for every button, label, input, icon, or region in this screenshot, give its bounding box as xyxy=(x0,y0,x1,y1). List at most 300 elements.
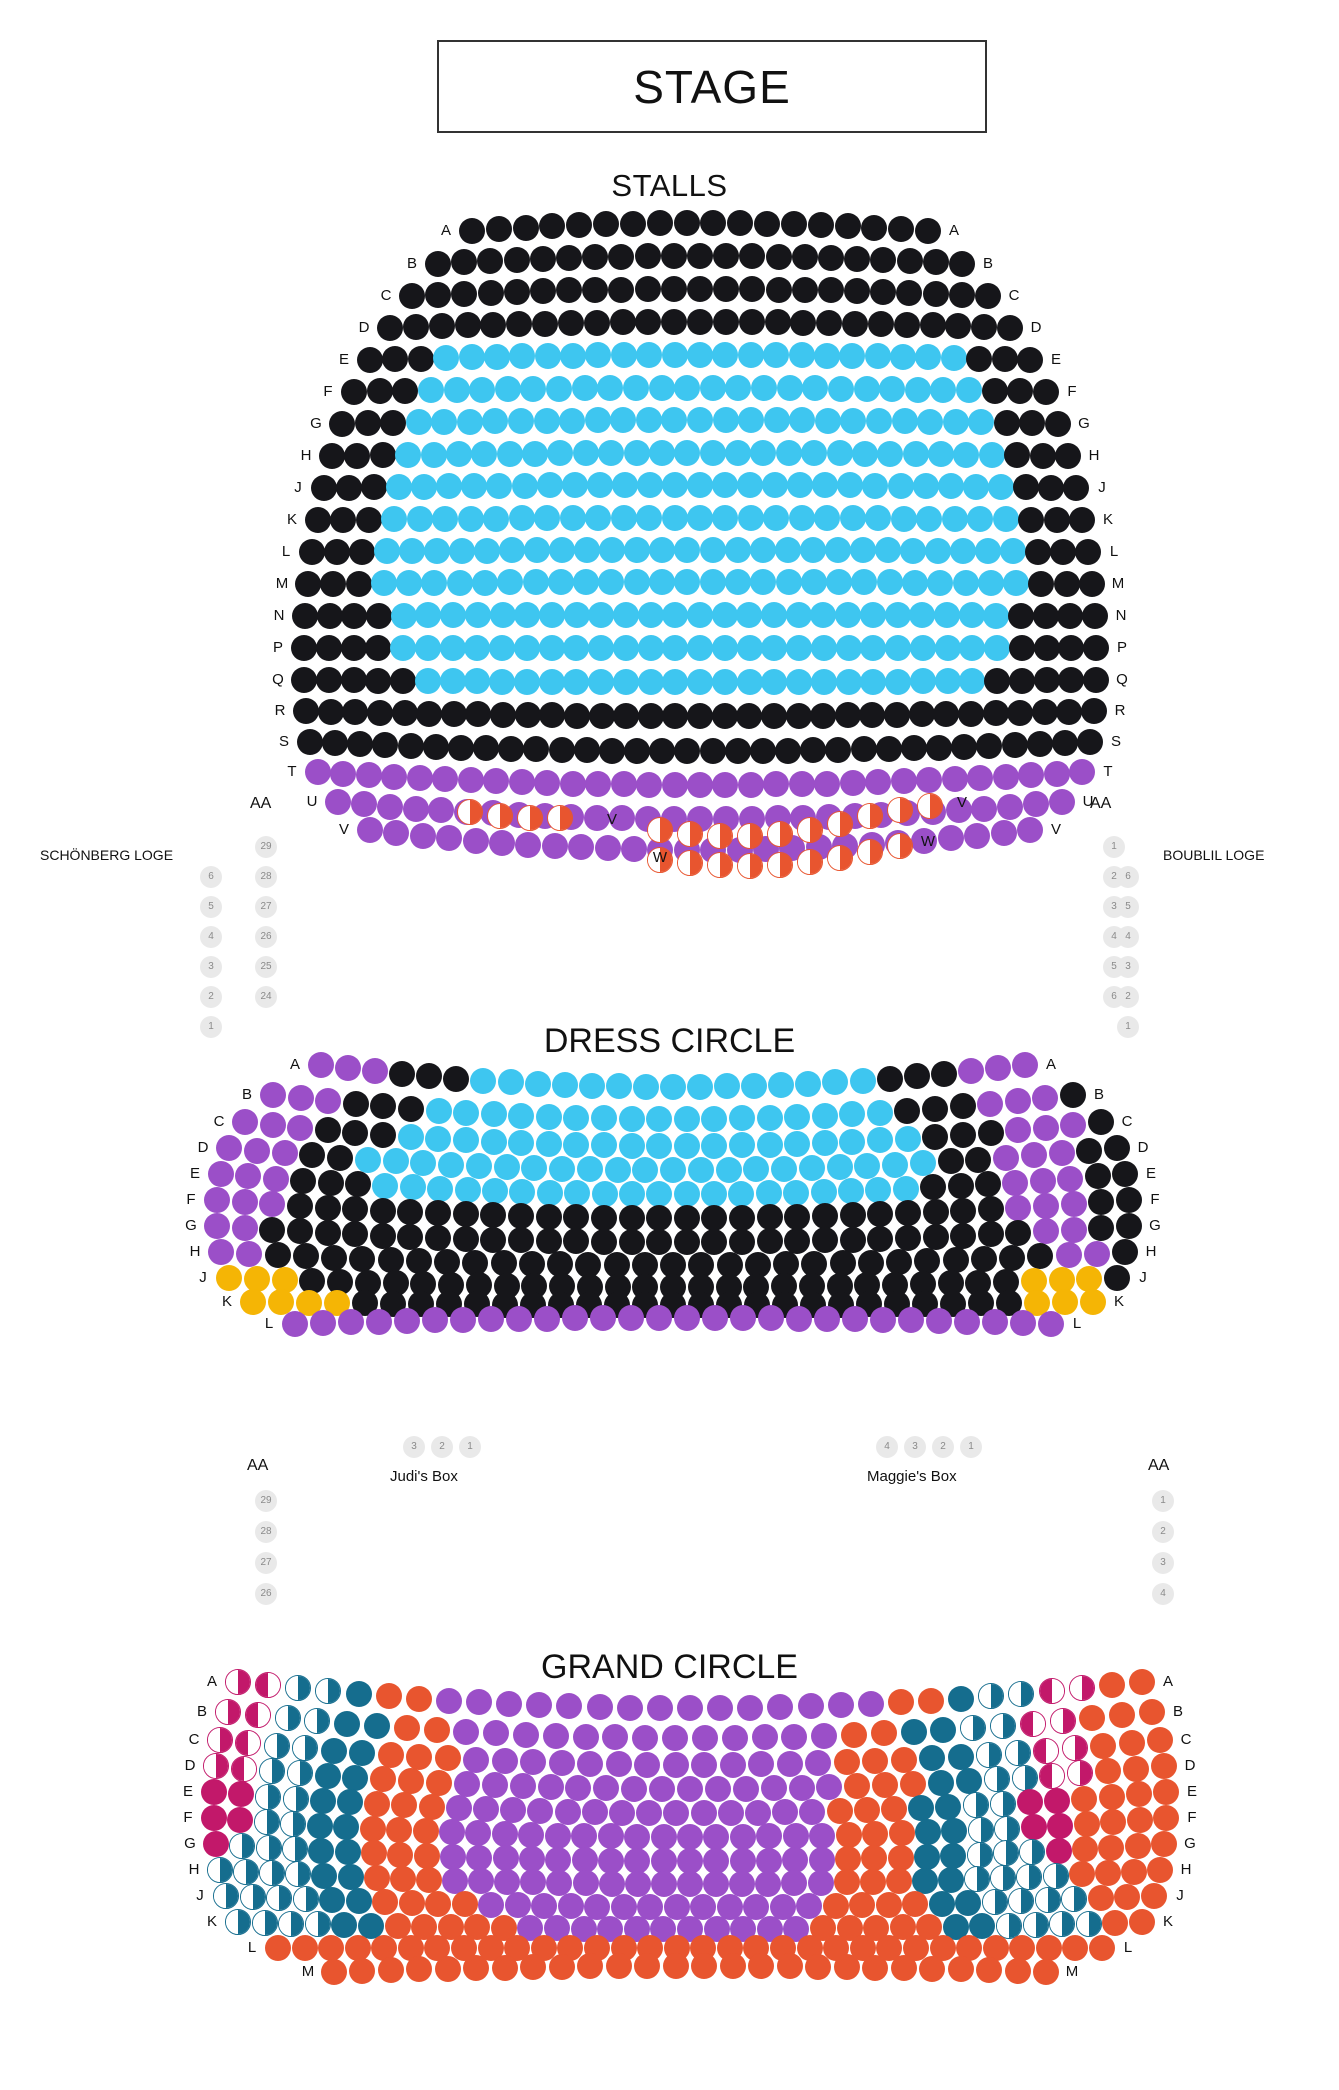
seat[interactable] xyxy=(453,1127,479,1153)
seat[interactable] xyxy=(1072,1836,1098,1862)
seat[interactable] xyxy=(1095,1860,1121,1886)
seat[interactable] xyxy=(318,1170,344,1196)
seat[interactable] xyxy=(1114,1884,1140,1910)
seat[interactable] xyxy=(790,310,816,336)
seat[interactable] xyxy=(739,309,765,335)
seat[interactable] xyxy=(1043,1863,1069,1889)
seat[interactable] xyxy=(762,472,788,498)
seat[interactable] xyxy=(775,537,801,563)
seat[interactable] xyxy=(857,839,883,865)
seat[interactable] xyxy=(587,472,613,498)
seat[interactable] xyxy=(984,1766,1010,1792)
seat[interactable] xyxy=(933,701,959,727)
seat[interactable] xyxy=(895,1200,921,1226)
seat[interactable] xyxy=(725,738,751,764)
seat[interactable] xyxy=(901,1719,927,1745)
seat[interactable] xyxy=(960,1715,986,1741)
seat[interactable] xyxy=(552,1072,578,1098)
seat[interactable] xyxy=(608,244,634,270)
seat[interactable] xyxy=(662,703,688,729)
seat[interactable] xyxy=(730,1305,756,1331)
seat[interactable] xyxy=(425,1891,451,1917)
seat[interactable] xyxy=(870,1307,896,1333)
seat[interactable] xyxy=(811,1179,837,1205)
seat[interactable] xyxy=(784,1228,810,1254)
seat[interactable] xyxy=(895,1126,921,1152)
seat[interactable] xyxy=(337,1789,363,1815)
seat[interactable] xyxy=(646,1133,672,1159)
seat[interactable] xyxy=(403,314,429,340)
seat[interactable] xyxy=(338,1309,364,1335)
seat[interactable] xyxy=(233,1859,259,1885)
seat[interactable] xyxy=(916,767,942,793)
seat[interactable] xyxy=(1013,474,1039,500)
seat[interactable] xyxy=(674,1305,700,1331)
seat[interactable] xyxy=(560,771,586,797)
seat[interactable] xyxy=(331,1912,357,1938)
boublil-loge-seat[interactable]: 4 xyxy=(1117,926,1139,948)
dress-aa-seat-left[interactable]: 29 xyxy=(255,1490,277,1512)
seat[interactable] xyxy=(466,1845,492,1871)
seat[interactable] xyxy=(784,1204,810,1230)
seat[interactable] xyxy=(591,1205,617,1231)
seat[interactable] xyxy=(1005,1958,1031,1984)
seat[interactable] xyxy=(712,505,738,531)
seat[interactable] xyxy=(649,440,675,466)
seat[interactable] xyxy=(967,506,993,532)
seat[interactable] xyxy=(399,1890,425,1916)
seat[interactable] xyxy=(620,211,646,237)
seat[interactable] xyxy=(945,313,971,339)
seat[interactable] xyxy=(1010,1310,1036,1336)
seat[interactable] xyxy=(259,1758,285,1784)
seat[interactable] xyxy=(470,1068,496,1094)
seat[interactable] xyxy=(839,1129,865,1155)
seat[interactable] xyxy=(492,1748,518,1774)
seat[interactable] xyxy=(1109,1702,1135,1728)
seat[interactable] xyxy=(716,1157,742,1183)
seat[interactable] xyxy=(525,1071,551,1097)
seat[interactable] xyxy=(1027,1243,1053,1269)
seat[interactable] xyxy=(623,375,649,401)
seat[interactable] xyxy=(1069,1675,1095,1701)
seat[interactable] xyxy=(477,248,503,274)
seat[interactable] xyxy=(915,344,941,370)
seat[interactable] xyxy=(700,375,726,401)
seat[interactable] xyxy=(259,1860,285,1886)
seat[interactable] xyxy=(466,1689,492,1715)
seat[interactable] xyxy=(355,1147,381,1173)
seat[interactable] xyxy=(814,505,840,531)
seat[interactable] xyxy=(687,276,713,302)
seat[interactable] xyxy=(508,1130,534,1156)
seat[interactable] xyxy=(634,1752,660,1778)
seat[interactable] xyxy=(886,1868,912,1894)
seat[interactable] xyxy=(895,1225,921,1251)
seat[interactable] xyxy=(840,770,866,796)
seat[interactable] xyxy=(776,440,802,466)
seat[interactable] xyxy=(335,1055,361,1081)
seat[interactable] xyxy=(330,507,356,533)
seat[interactable] xyxy=(810,602,836,628)
seat[interactable] xyxy=(1008,603,1034,629)
seat[interactable] xyxy=(662,342,688,368)
seat[interactable] xyxy=(463,1747,489,1773)
seat[interactable] xyxy=(315,1678,341,1704)
seat[interactable] xyxy=(942,506,968,532)
seat[interactable] xyxy=(963,1792,989,1818)
seat[interactable] xyxy=(663,1800,689,1826)
seat[interactable] xyxy=(914,1844,940,1870)
seat[interactable] xyxy=(871,1720,897,1746)
seat[interactable] xyxy=(563,1204,589,1230)
seat[interactable] xyxy=(949,282,975,308)
seat[interactable] xyxy=(993,506,1019,532)
seat[interactable] xyxy=(322,730,348,756)
seat[interactable] xyxy=(416,1867,442,1893)
seat[interactable] xyxy=(828,1692,854,1718)
seat[interactable] xyxy=(392,378,418,404)
seat[interactable] xyxy=(530,246,556,272)
seat[interactable] xyxy=(546,1870,572,1896)
seat[interactable] xyxy=(579,1073,605,1099)
seat[interactable] xyxy=(881,1796,907,1822)
seat[interactable] xyxy=(792,277,818,303)
seat[interactable] xyxy=(440,1844,466,1870)
seat[interactable] xyxy=(816,310,842,336)
seat[interactable] xyxy=(1039,1763,1065,1789)
seat[interactable] xyxy=(703,1824,729,1850)
seat[interactable] xyxy=(619,1229,645,1255)
seat[interactable] xyxy=(638,635,664,661)
seat[interactable] xyxy=(677,1695,703,1721)
seat[interactable] xyxy=(1018,762,1044,788)
seat[interactable] xyxy=(1002,732,1028,758)
seat[interactable] xyxy=(418,377,444,403)
seat[interactable] xyxy=(950,1198,976,1224)
seat[interactable] xyxy=(265,1242,291,1268)
seat[interactable] xyxy=(844,278,870,304)
seat[interactable] xyxy=(527,1798,553,1824)
seat[interactable] xyxy=(356,762,382,788)
seat[interactable] xyxy=(327,1145,353,1171)
seat[interactable] xyxy=(398,733,424,759)
seat[interactable] xyxy=(978,1221,1004,1247)
seat[interactable] xyxy=(487,803,513,829)
seat[interactable] xyxy=(497,569,523,595)
seat[interactable] xyxy=(862,1821,888,1847)
seat[interactable] xyxy=(397,1224,423,1250)
seat[interactable] xyxy=(1071,1786,1097,1812)
seat[interactable] xyxy=(605,1157,631,1183)
seat[interactable] xyxy=(459,344,485,370)
seat[interactable] xyxy=(547,440,573,466)
seat[interactable] xyxy=(443,1066,469,1092)
seat[interactable] xyxy=(423,734,449,760)
seat[interactable] xyxy=(748,1751,774,1777)
seat[interactable] xyxy=(865,343,891,369)
seat[interactable] xyxy=(948,1744,974,1770)
seat[interactable] xyxy=(737,635,763,661)
seat[interactable] xyxy=(875,537,901,563)
seat[interactable] xyxy=(598,569,624,595)
seat[interactable] xyxy=(427,1176,453,1202)
seat[interactable] xyxy=(453,1100,479,1126)
seat[interactable] xyxy=(342,1120,368,1146)
seat[interactable] xyxy=(564,703,590,729)
seat[interactable] xyxy=(646,1205,672,1231)
seat[interactable] xyxy=(245,1702,271,1728)
seat[interactable] xyxy=(582,277,608,303)
seat[interactable] xyxy=(910,668,936,694)
seat[interactable] xyxy=(484,344,510,370)
seat[interactable] xyxy=(860,602,886,628)
seat[interactable] xyxy=(964,823,990,849)
seat[interactable] xyxy=(927,570,953,596)
seat[interactable] xyxy=(1027,731,1053,757)
seat[interactable] xyxy=(453,1226,479,1252)
seat[interactable] xyxy=(877,1066,903,1092)
seat[interactable] xyxy=(593,211,619,237)
seat[interactable] xyxy=(729,1105,755,1131)
seat[interactable] xyxy=(498,1069,524,1095)
seat[interactable] xyxy=(827,845,853,871)
seat[interactable] xyxy=(913,473,939,499)
judis-box-seat[interactable]: 1 xyxy=(459,1436,481,1458)
seat[interactable] xyxy=(591,1229,617,1255)
seat[interactable] xyxy=(867,1100,893,1126)
seat[interactable] xyxy=(364,1791,390,1817)
seat[interactable] xyxy=(424,1717,450,1743)
seat[interactable] xyxy=(386,474,412,500)
seat[interactable] xyxy=(509,505,535,531)
seat[interactable] xyxy=(661,407,687,433)
seat[interactable] xyxy=(465,1820,491,1846)
stalls-aa-seat-left[interactable]: 28 xyxy=(255,866,277,888)
seat[interactable] xyxy=(599,1871,625,1897)
seat[interactable] xyxy=(414,1843,440,1869)
seat[interactable] xyxy=(712,772,738,798)
seat[interactable] xyxy=(870,247,896,273)
seat[interactable] xyxy=(646,1229,672,1255)
seat[interactable] xyxy=(474,538,500,564)
seat[interactable] xyxy=(1033,1193,1059,1219)
seat[interactable] xyxy=(737,823,763,849)
seat[interactable] xyxy=(982,1309,1008,1335)
seat[interactable] xyxy=(1030,443,1056,469)
seat[interactable] xyxy=(826,569,852,595)
seat[interactable] xyxy=(674,569,700,595)
seat[interactable] xyxy=(334,1711,360,1737)
seat[interactable] xyxy=(662,1725,688,1751)
seat[interactable] xyxy=(440,635,466,661)
seat[interactable] xyxy=(330,761,356,787)
seat[interactable] xyxy=(231,1756,257,1782)
seat[interactable] xyxy=(1069,1861,1095,1887)
seat[interactable] xyxy=(703,1871,729,1897)
seat[interactable] xyxy=(837,472,863,498)
seat[interactable] xyxy=(651,1871,677,1897)
seat[interactable] xyxy=(429,313,455,339)
seat[interactable] xyxy=(844,246,870,272)
seat[interactable] xyxy=(976,1742,1002,1768)
seat[interactable] xyxy=(888,216,914,242)
seat[interactable] xyxy=(994,410,1020,436)
seat[interactable] xyxy=(688,1157,714,1183)
seat[interactable] xyxy=(757,1204,783,1230)
seat[interactable] xyxy=(559,408,585,434)
seat[interactable] xyxy=(463,828,489,854)
seat[interactable] xyxy=(342,1765,368,1791)
seat[interactable] xyxy=(494,1154,520,1180)
seat[interactable] xyxy=(839,343,865,369)
seat[interactable] xyxy=(308,1838,334,1864)
seat[interactable] xyxy=(539,213,565,239)
seat[interactable] xyxy=(786,669,812,695)
seat[interactable] xyxy=(563,669,589,695)
schonberg-loge-seat[interactable]: 5 xyxy=(200,896,222,918)
seat[interactable] xyxy=(909,701,935,727)
seat[interactable] xyxy=(912,1868,938,1894)
seat[interactable] xyxy=(802,375,828,401)
seat[interactable] xyxy=(975,538,1001,564)
seat[interactable] xyxy=(624,440,650,466)
seat[interactable] xyxy=(406,1248,432,1274)
seat[interactable] xyxy=(435,1956,461,1982)
schonberg-loge-seat[interactable]: 3 xyxy=(200,956,222,978)
seat[interactable] xyxy=(365,635,391,661)
seat[interactable] xyxy=(888,1689,914,1715)
seat[interactable] xyxy=(585,407,611,433)
seat[interactable] xyxy=(524,537,550,563)
seat[interactable] xyxy=(674,210,700,236)
seat[interactable] xyxy=(636,407,662,433)
seat[interactable] xyxy=(1019,1839,1045,1865)
seat[interactable] xyxy=(428,797,454,823)
seat[interactable] xyxy=(288,1085,314,1111)
seat[interactable] xyxy=(1127,1807,1153,1833)
seat[interactable] xyxy=(922,1096,948,1122)
seat[interactable] xyxy=(489,830,515,856)
seat[interactable] xyxy=(888,473,914,499)
seat[interactable] xyxy=(827,440,853,466)
seat[interactable] xyxy=(714,1073,740,1099)
seat[interactable] xyxy=(1005,1088,1031,1114)
stalls-aa-seat-right[interactable]: 1 xyxy=(1103,836,1125,858)
seat[interactable] xyxy=(530,278,556,304)
seat[interactable] xyxy=(370,1093,396,1119)
seat[interactable] xyxy=(504,247,530,273)
seat[interactable] xyxy=(687,602,713,628)
seat[interactable] xyxy=(1019,410,1045,436)
seat[interactable] xyxy=(1009,635,1035,661)
seat[interactable] xyxy=(920,312,946,338)
seat[interactable] xyxy=(513,215,539,241)
seat[interactable] xyxy=(977,1091,1003,1117)
seat[interactable] xyxy=(438,1152,464,1178)
seat[interactable] xyxy=(1076,1138,1102,1164)
seat[interactable] xyxy=(988,474,1014,500)
seat[interactable] xyxy=(394,1308,420,1334)
seat[interactable] xyxy=(244,1138,270,1164)
seat[interactable] xyxy=(364,1865,390,1891)
seat[interactable] xyxy=(611,771,637,797)
seat[interactable] xyxy=(877,569,903,595)
seat[interactable] xyxy=(700,569,726,595)
seat[interactable] xyxy=(966,346,992,372)
seat[interactable] xyxy=(381,506,407,532)
seat[interactable] xyxy=(840,505,866,531)
seat[interactable] xyxy=(599,738,625,764)
seat[interactable] xyxy=(649,537,675,563)
seat[interactable] xyxy=(827,811,853,837)
seat[interactable] xyxy=(311,1863,337,1889)
seat[interactable] xyxy=(1058,667,1084,693)
seat[interactable] xyxy=(736,703,762,729)
seat[interactable] xyxy=(910,1150,936,1176)
dress-aa-seat-right[interactable]: 4 xyxy=(1152,1583,1174,1605)
seat[interactable] xyxy=(598,440,624,466)
seat[interactable] xyxy=(433,345,459,371)
seat[interactable] xyxy=(547,805,573,831)
seat[interactable] xyxy=(938,1148,964,1174)
seat[interactable] xyxy=(310,1788,336,1814)
seat[interactable] xyxy=(318,1935,344,1961)
seat[interactable] xyxy=(392,700,418,726)
seat[interactable] xyxy=(483,506,509,532)
seat[interactable] xyxy=(1018,507,1044,533)
seat[interactable] xyxy=(613,669,639,695)
seat[interactable] xyxy=(1047,1813,1073,1839)
seat[interactable] xyxy=(730,1824,756,1850)
seat[interactable] xyxy=(536,1131,562,1157)
seat[interactable] xyxy=(478,1306,504,1332)
seat[interactable] xyxy=(574,537,600,563)
seat[interactable] xyxy=(919,1956,945,1982)
seat[interactable] xyxy=(320,571,346,597)
seat[interactable] xyxy=(1088,1215,1114,1241)
seat[interactable] xyxy=(978,1120,1004,1146)
seat[interactable] xyxy=(625,1871,651,1897)
seat[interactable] xyxy=(677,1776,703,1802)
seat[interactable] xyxy=(765,309,791,335)
seat[interactable] xyxy=(718,1800,744,1826)
seat[interactable] xyxy=(729,1871,755,1897)
seat[interactable] xyxy=(646,1106,672,1132)
seat[interactable] xyxy=(923,1224,949,1250)
seat[interactable] xyxy=(560,343,586,369)
seat[interactable] xyxy=(812,1227,838,1253)
seat[interactable] xyxy=(909,602,935,628)
seat[interactable] xyxy=(342,1196,368,1222)
seat[interactable] xyxy=(646,1181,672,1207)
seat[interactable] xyxy=(968,409,994,435)
seat[interactable] xyxy=(613,703,639,729)
seat[interactable] xyxy=(858,1691,884,1717)
seat[interactable] xyxy=(828,376,854,402)
seat[interactable] xyxy=(534,770,560,796)
seat[interactable] xyxy=(748,1953,774,1979)
judis-box-seat[interactable]: 3 xyxy=(403,1436,425,1458)
seat[interactable] xyxy=(898,1307,924,1333)
seat[interactable] xyxy=(333,1814,359,1840)
seat[interactable] xyxy=(549,1156,575,1182)
seat[interactable] xyxy=(610,309,636,335)
seat[interactable] xyxy=(991,820,1017,846)
seat[interactable] xyxy=(374,538,400,564)
seat[interactable] xyxy=(935,668,961,694)
seat[interactable] xyxy=(396,570,422,596)
